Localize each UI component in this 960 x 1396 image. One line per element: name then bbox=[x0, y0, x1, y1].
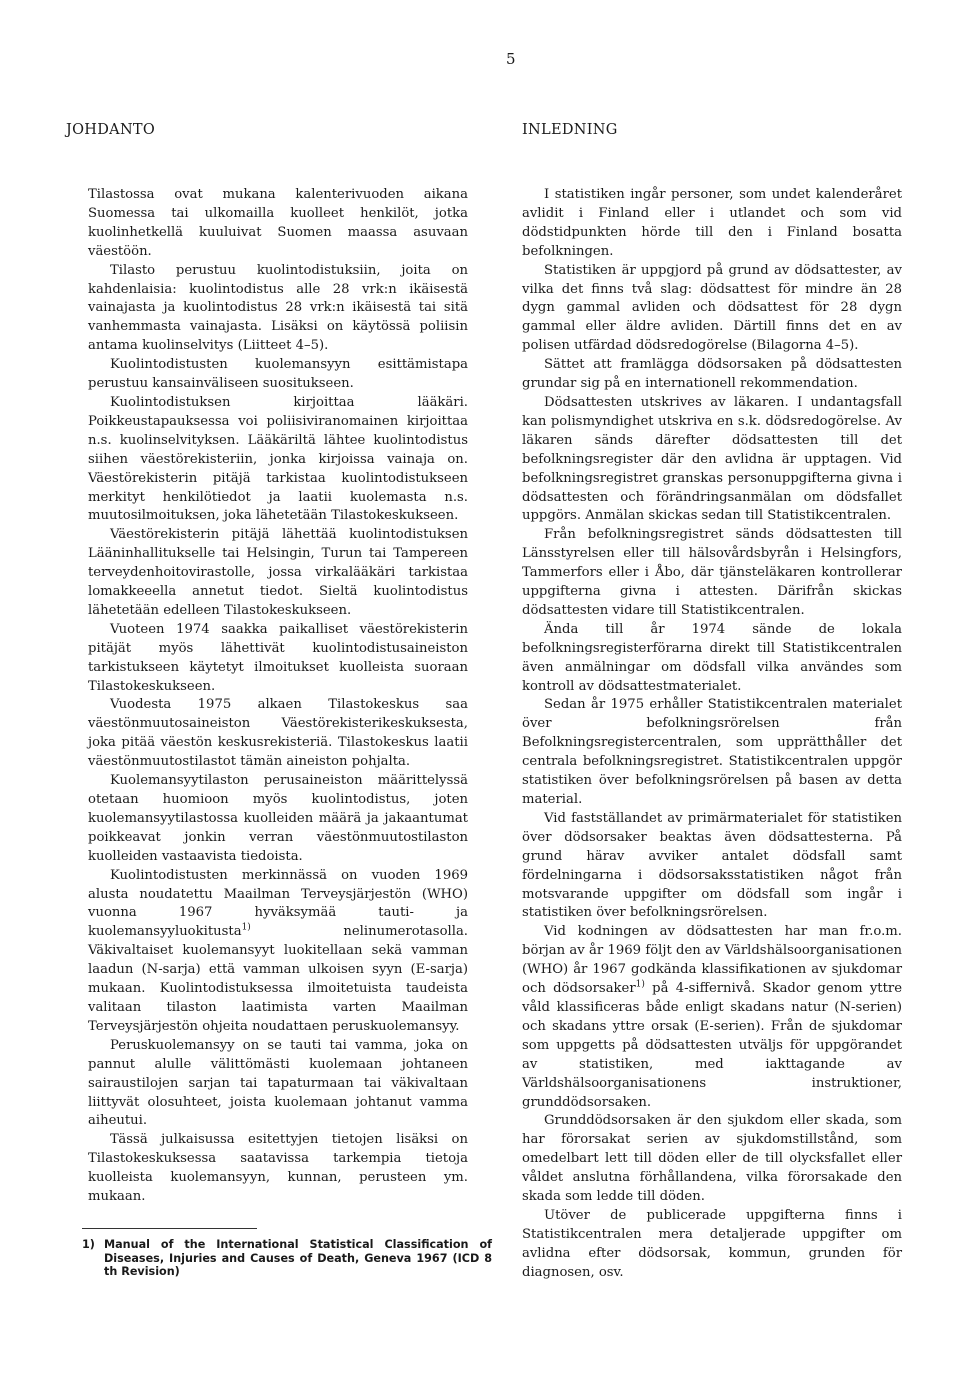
paragraph: Kuolemansyytilaston perusaineiston määrittelyssä otetaan huomioon myös kuolintodistus, joten kuolemansyytilastossa kuolleiden määrä ja jakaantumat poikkeavat jonkin verran väestönmuutostilaston kuolleiden vastaavista tiedoista. bbox=[88, 773, 468, 864]
paragraph: Utöver de publicerade uppgifterna finns i Statistikcentralen mera detaljerade uppgifter om avlidna efter dödsorsak, kommun, grunden för diagnosen, osv. bbox=[522, 1207, 902, 1280]
finnish-column bbox=[66, 122, 468, 1207]
paragraph: Tilasto perustuu kuolintodistuksiin, joita on kahdenlaisia: kuolintodistus alle 28 vrk:n ikäisestä vainajasta ja kuolintodistus 28 vrk:n ikäisestä tai sitä vanhemmasta vainajasta. Lisäksi on käytössä poliisin antama kuolinselvitys (Liitteet 4–5). bbox=[88, 262, 468, 354]
swedish-column bbox=[522, 122, 902, 1283]
paragraph: Peruskuolemansyy on se tauti tai vamma, joka on pannut alulle välittömästi kuolemaan johtaneen sairaustilojen sarjan tai tapaturmaan tai väkivaltaan liittyvät olosuhteet, joista kuolemaan johtanut vamma aiheutui. bbox=[88, 1037, 468, 1129]
paragraph: Vuodesta 1975 alkaen Tilastokeskus saa väestönmuutosaineiston Väestörekisterikeskuksesta, joka pitää väestön keskusrekisteriä. Tilastokeskus laatii väestönmuutostilastot tämän aineiston pohjalta. bbox=[88, 697, 468, 770]
footnote-reference: 1) bbox=[241, 922, 251, 933]
paragraph bbox=[522, 923, 902, 1112]
paragraph: Väestörekisterin pitäjä lähettää kuolintodistuksen Lääninhallitukselle tai Helsingin, Turun tai Tampereen terveydenhoitovirastolle, jossa virkalääkäri tarkistaa lomakkeeella annetut tiedot. Sieltä kuolintodistus lähetetään edelleen Tilastokeskukseen. bbox=[88, 527, 468, 618]
paragraph: Statistiken är uppgjord på grund av dödsattester, av vilka det finns två slag: dödsattest för mindre än 28 dygn gammal avliden och dödsattest för 28 dygn gammal eller äldre avliden. Därtill finns det en av polisen utfärdad dödsredogörelse (Bilagorna 4–5). bbox=[522, 262, 902, 354]
paragraph: Sättet att framlägga dödsorsaken på dödsattesten grundar sig på en internationell rekommendation. bbox=[522, 357, 902, 392]
finnish-body bbox=[88, 186, 468, 1207]
paragraph-text: Kuolintodistusten merkinnässä on vuoden 1969 alusta noudatettu Maailman Terveysjärjestön (WHO) vuonna 1967 hyväksymää tauti- ja kuolemansyyluokitusta bbox=[88, 867, 468, 940]
paragraph: I statistiken ingår personer, som undet kalenderåret avlidit i Finland eller i utlandet och som vid dödstidpunkten hörde till den i Finland bosatta befolkningen. bbox=[522, 187, 902, 259]
paragraph-text: Vid kodningen av dödsattesten har man fr.o.m. början av år 1969 följt den av Världshälsoorganisationen (WHO) år 1967 godkända klassifikationen av sjukdomar och dödsorsaker bbox=[522, 924, 902, 997]
footnote-divider bbox=[82, 1228, 257, 1229]
paragraph: Vuoteen 1974 saakka paikalliset väestörekisterin pitäjät myös lähettivät kuolintodistusaineiston tarkistukseen käytetyt ilmoitukset kuolleista suoraan Tilastokeskukseen. bbox=[88, 621, 468, 694]
footnote-marker: 1) bbox=[82, 1238, 95, 1251]
paragraph: Grunddödsorsaken är den sjukdom eller skada, som har förorsakat serien av sjukdomstillstånd, som omedelbart lett till döden eller de till olycksfallet eller våldet anslutna förhållandena, vilka förorsakade den skada som ledde till döden. bbox=[522, 1113, 902, 1205]
footnote-text: Manual of the International Statistical Classification of Diseases, Injuries and Causes of Death, Geneva 1967 (ICD 8 th Revision) bbox=[104, 1238, 492, 1278]
swedish-body bbox=[522, 186, 902, 1283]
paragraph: Kuolintodistuksen kirjoittaa lääkäri. Poikkeustapauksessa voi poliisiviranomainen kirjoittaa n.s. kuolinselvityksen. Lääkäriltä lähtee kuolintodistus siihen väestörekisteriin, jonka kirjoissa vainaja on. Väestörekisterin pitäjä tarkistaa kuolintodistukseen merkityt henkilötiedot ja laatii kuolemasta n.s. muutosilmoituksen, joka lähetetään Tilastokeskukseen. bbox=[88, 394, 468, 524]
section-title-johdanto: JOHDANTO bbox=[66, 122, 156, 138]
paragraph: Sedan år 1975 erhåller Statistikcentralen materialet över befolkningsrörelsen från Befolkningsregistercentralen, som upprätthåller det centrala befolkningsregistret. Statistikcentralen uppgör statistiken över befolkningsrörelsen på basen av detta material. bbox=[522, 697, 902, 807]
paragraph: Dödsattesten utskrives av läkaren. I undantagsfall kan polismyndighet utskriva en s.k. dödsredogörelse. Av läkaren sänds därefter dödsattesten till det befolkningsregister där den avlidna är upptagen. Vid befolkningsregistret granskas personuppgifterna givna i dödsattesten och förändringsanmälan om dödsfallet uppgörs. Anmälan skickas sedan till Statistikcentralen. bbox=[522, 394, 902, 524]
paragraph: Kuolintodistusten kuolemansyyn esittämistapa perustuu kansainväliseen suositukseen. bbox=[88, 357, 468, 392]
paragraph-text: på 4-siffernivå. Skador genom yttre våld klassificeras både enligt skadans natur (N-serien) och skadans yttre orsak (E-serien). Från de sjukdomar som uppgetts på dödsattesten utväljs för uppgörandet av statistiken, med iakttagande av Världshälsoorganisationens instruktioner, grunddödsorsaken. bbox=[522, 981, 902, 1110]
footnote-reference: 1) bbox=[635, 979, 645, 990]
paragraph-text: nelinumerotasolla. Väkivaltaiset kuolemansyyt luokitellaan sekä vamman laadun (N-sarja) että vamman ulkoisen syyn (E-sarja) mukaan. Kuolintodistuksessa ilmoitetuista taudeista valitaan tilaston laatimista varten Maailman Terveysjärjestön ohjeita noudattaen peruskuolemansyy. bbox=[88, 924, 468, 1034]
paragraph: Tässä julkaisussa esitettyjen tietojen lisäksi on Tilastokeskuksessa saatavissa tarkempia tietoja kuolleista kuolemansyyn, kunnan, perusteen ym. mukaan. bbox=[88, 1132, 468, 1205]
paragraph: Vid fastställandet av primärmaterialet för statistiken över dödsorsaker beaktas även dödsattesterna. På grund härav avviker antalet dödsfall samt fördelningarna i dödsorsaksstatistiken något från motsvarande uppgifter om dödsfall som ingår i statistiken över befolkningsrörelsen. bbox=[522, 810, 902, 921]
page-number: 5 bbox=[506, 50, 516, 68]
paragraph: Tilastossa ovat mukana kalenterivuoden aikana Suomessa tai ulkomailla kuolleet henkilöt, jotka kuolinhetkellä kuuluivat Suomen maassa asuvaan väestöön. bbox=[88, 187, 468, 259]
paragraph: Från befolkningsregistret sänds dödsattesten till Länsstyrelsen eller till hälsovårdsbyrån i Helsingfors, Tammerfors eller i Åbo, där tjänsteläkaren kontrollerar uppgifterna givna i attesten. Därifrån skickas dödsattesten vidare till Statistikcentralen. bbox=[522, 527, 902, 618]
paragraph bbox=[88, 867, 468, 1037]
section-title-inledning: INLEDNING bbox=[522, 122, 618, 138]
footnote bbox=[82, 1238, 492, 1279]
paragraph: Ända till år 1974 sände de lokala befolkningsregisterförarna direkt till Statistikcentralen även anmälningar om dödsfall vilka användes som kontroll av dödsattestmaterialet. bbox=[522, 621, 902, 694]
